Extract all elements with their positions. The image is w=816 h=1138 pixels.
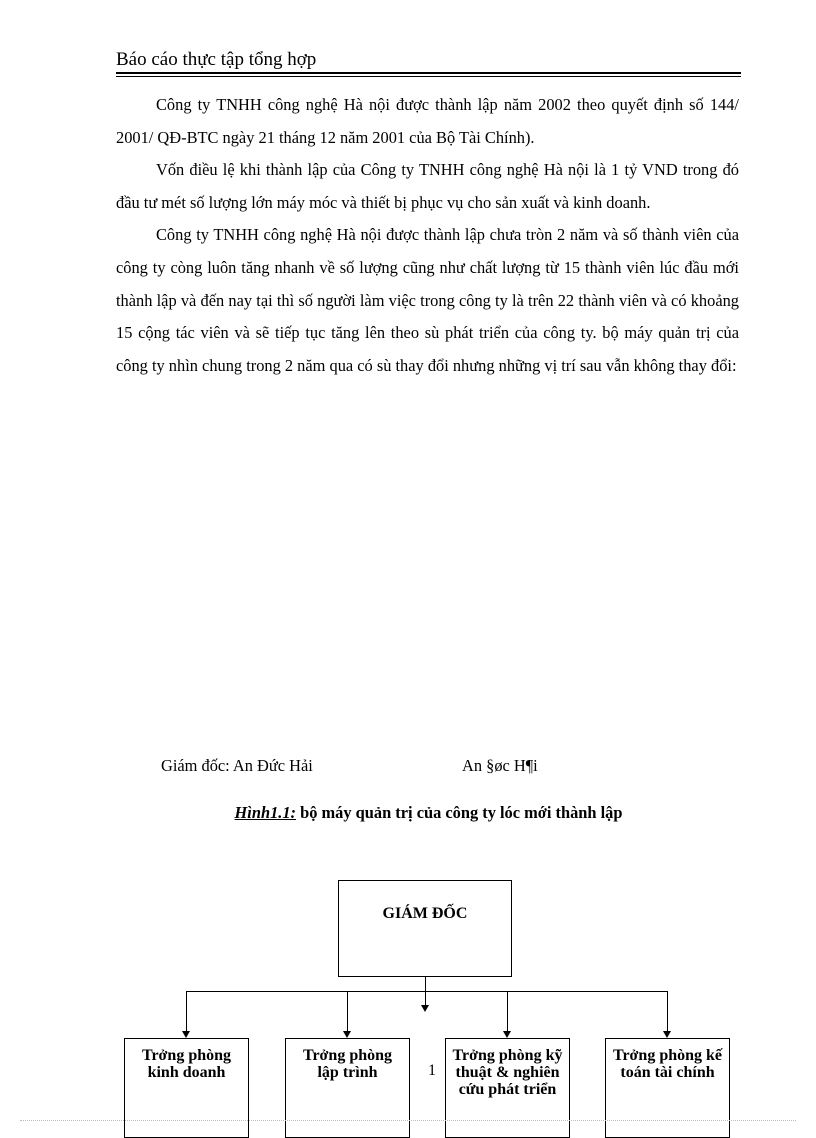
connector-horizontal xyxy=(186,991,668,992)
arrow-dept-3 xyxy=(503,1031,511,1038)
header-rule-thick xyxy=(116,72,741,74)
connector-dept-2 xyxy=(347,991,348,1031)
org-box-accounting: Trởng phòng kế toán tài chính xyxy=(605,1038,730,1138)
director-name-garbled: An §øc H¶i xyxy=(462,756,538,775)
arrow-dept-4 xyxy=(663,1031,671,1038)
figure-caption-text: bộ máy quản trị của công ty lóc mới thành lập xyxy=(296,803,623,822)
page-number: 1 xyxy=(428,1062,436,1079)
arrow-director xyxy=(421,1005,429,1012)
paragraph-1: Công ty TNHH công nghệ Hà nội được thành lập năm 2002 theo quyết định số 144/ 2001/ QĐ-BTC ngày 21 tháng 12 năm 2001 của Bộ Tài Chính). xyxy=(116,95,739,147)
arrow-dept-1 xyxy=(182,1031,190,1038)
org-box-director: GIÁM ĐỐC xyxy=(338,880,512,977)
connector-dept-1 xyxy=(186,991,187,1031)
org-box-technical-rd: Trởng phòng kỹ thuật & nghiên cứu phát triển xyxy=(445,1038,570,1138)
page-header: Báo cáo thực tập tổng hợp xyxy=(116,49,317,70)
director-name: Giám đốc: An Đức Hải xyxy=(161,756,313,775)
page-bottom-edge xyxy=(20,1120,796,1121)
header-rule-thin xyxy=(116,76,741,77)
arrow-dept-2 xyxy=(343,1031,351,1038)
paragraph-2: Vốn điều lệ khi thành lập của Công ty TNHH công nghệ Hà nội là 1 tỷ VND trong đó đầu tư mét số lượng lớn máy móc và thiết bị phục vụ cho sản xuất và kinh doanh. xyxy=(116,160,739,212)
paragraph-3: Công ty TNHH công nghệ Hà nội được thành lập chưa tròn 2 năm và số thành viên của công ty còng luôn tăng nhanh về số lượng cũng như chất lượng từ 15 thành viên lúc đầu mới thành lập và đến nay tại thì số người làm việc trong công ty là trên 22 thành viên và có khoảng 15 cộng tác viên và sẽ tiếp tục tăng lên theo sù phát triển của công ty. bộ máy quản trị của công ty nhìn chung trong 2 năm qua có sù thay đổi nhưng những vị trí sau vẫn không thay đổi: xyxy=(116,225,739,375)
connector-dept-3 xyxy=(507,991,508,1031)
figure-caption xyxy=(116,801,741,825)
org-box-programming: Trởng phòng lập trình xyxy=(285,1038,410,1138)
body-text xyxy=(116,89,739,382)
figure-caption-label: Hình1.1: xyxy=(234,803,297,822)
connector-dept-4 xyxy=(667,991,668,1031)
org-box-sales: Trởng phòng kinh doanh xyxy=(124,1038,249,1138)
